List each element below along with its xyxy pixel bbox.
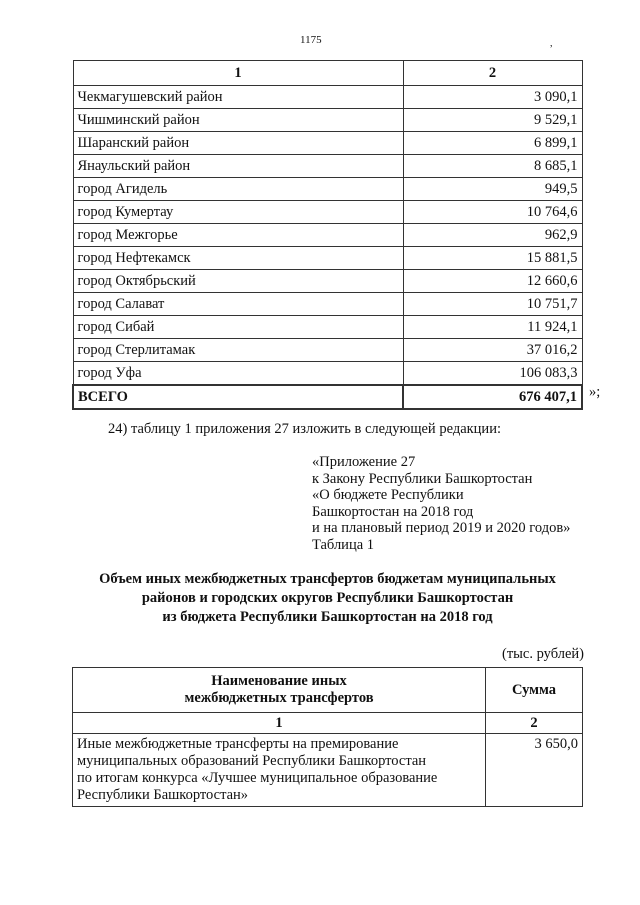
column-number-2: 2 <box>486 713 583 734</box>
row-value: 3 650,0 <box>486 734 583 807</box>
table-header-row <box>73 61 582 86</box>
total-value: 676 407,1 <box>403 385 582 409</box>
closing-quote: »; <box>589 384 601 400</box>
page-number: 1175 <box>300 34 322 46</box>
amount-value: 3 090,1 <box>403 86 582 109</box>
municipality-name: Чишминский район <box>73 109 403 132</box>
amount-value: 10 751,7 <box>403 293 582 316</box>
municipality-name: Чекмагушевский район <box>73 86 403 109</box>
title-line: Объем иных межбюджетных трансфертов бюджетам муниципальных <box>99 571 556 587</box>
row-name <box>73 734 486 807</box>
column-number-2: 2 <box>403 61 582 86</box>
municipality-name: город Салават <box>73 293 403 316</box>
amount-value: 962,9 <box>403 224 582 247</box>
municipality-name: город Межгорье <box>73 224 403 247</box>
table-row <box>73 109 582 132</box>
table-row <box>73 86 582 109</box>
table-row <box>73 362 582 386</box>
appendix-line: «Приложение 27 <box>312 454 416 470</box>
table-row <box>73 132 582 155</box>
municipality-name: город Агидель <box>73 178 403 201</box>
appendix-heading <box>312 454 570 553</box>
total-row <box>73 385 582 409</box>
row-line: по итогам конкурса «Лучшее муниципальное образование <box>77 770 438 786</box>
total-label: ВСЕГО <box>73 385 403 409</box>
table-row <box>73 316 582 339</box>
row-line: Иные межбюджетные трансферты на премирование <box>77 736 399 752</box>
amount-value: 11 924,1 <box>403 316 582 339</box>
municipality-name: город Сибай <box>73 316 403 339</box>
appendix-line: к Закону Республики Башкортостан <box>312 470 533 487</box>
header-sum: Сумма <box>486 668 583 713</box>
column-numbers-row <box>73 713 583 734</box>
amount-value: 12 660,6 <box>403 270 582 293</box>
table-row <box>73 224 582 247</box>
table-row <box>73 201 582 224</box>
municipality-name: Янаульский район <box>73 155 403 178</box>
header-name <box>73 668 486 713</box>
corner-mark: , <box>550 38 553 49</box>
units-label: (тыс. рублей) <box>502 646 584 662</box>
title-line: районов и городских округов Республики Башкортостан <box>141 590 514 606</box>
header-line: Наименование иных <box>211 673 347 689</box>
table-row <box>73 155 582 178</box>
municipality-name: город Нефтекамск <box>73 247 403 270</box>
appendix-line: и на плановый период 2019 и 2020 годов» <box>312 520 571 536</box>
table-row <box>73 178 582 201</box>
appendix-line: Таблица 1 <box>312 536 375 553</box>
table-header-row <box>73 668 583 713</box>
amount-value: 10 764,6 <box>403 201 582 224</box>
appendix-line: «О бюджете Республики <box>312 487 464 503</box>
municipality-name: Шаранский район <box>73 132 403 155</box>
transfers-table <box>72 667 583 807</box>
column-number-1: 1 <box>73 61 403 86</box>
municipality-name: город Уфа <box>73 362 403 386</box>
amount-value: 949,5 <box>403 178 582 201</box>
amount-value: 6 899,1 <box>403 132 582 155</box>
municipality-name: город Стерлитамак <box>73 339 403 362</box>
amount-value: 8 685,1 <box>403 155 582 178</box>
table-row <box>73 734 583 807</box>
header-line: межбюджетных трансфертов <box>184 690 374 706</box>
table-row <box>73 270 582 293</box>
table-row <box>73 339 582 362</box>
appendix-line: Башкортостан на 2018 год <box>312 503 474 520</box>
title-line: из бюджета Республики Башкортостан на 2018 год <box>162 609 493 625</box>
amount-value: 15 881,5 <box>403 247 582 270</box>
table-row <box>73 293 582 316</box>
table-row <box>73 247 582 270</box>
row-line: Республики Башкортостан» <box>77 787 249 803</box>
amount-value: 37 016,2 <box>403 339 582 362</box>
municipality-name: город Кумертау <box>73 201 403 224</box>
column-number-1: 1 <box>73 713 486 734</box>
municipality-name: город Октябрьский <box>73 270 403 293</box>
allocation-table <box>72 60 583 410</box>
table-title <box>72 570 583 627</box>
amount-value: 9 529,1 <box>403 109 582 132</box>
amendment-paragraph: 24) таблицу 1 приложения 27 изложить в следующей редакции: <box>108 421 501 437</box>
amount-value: 106 083,3 <box>403 362 582 386</box>
row-line: муниципальных образований Республики Башкортостан <box>77 753 427 769</box>
